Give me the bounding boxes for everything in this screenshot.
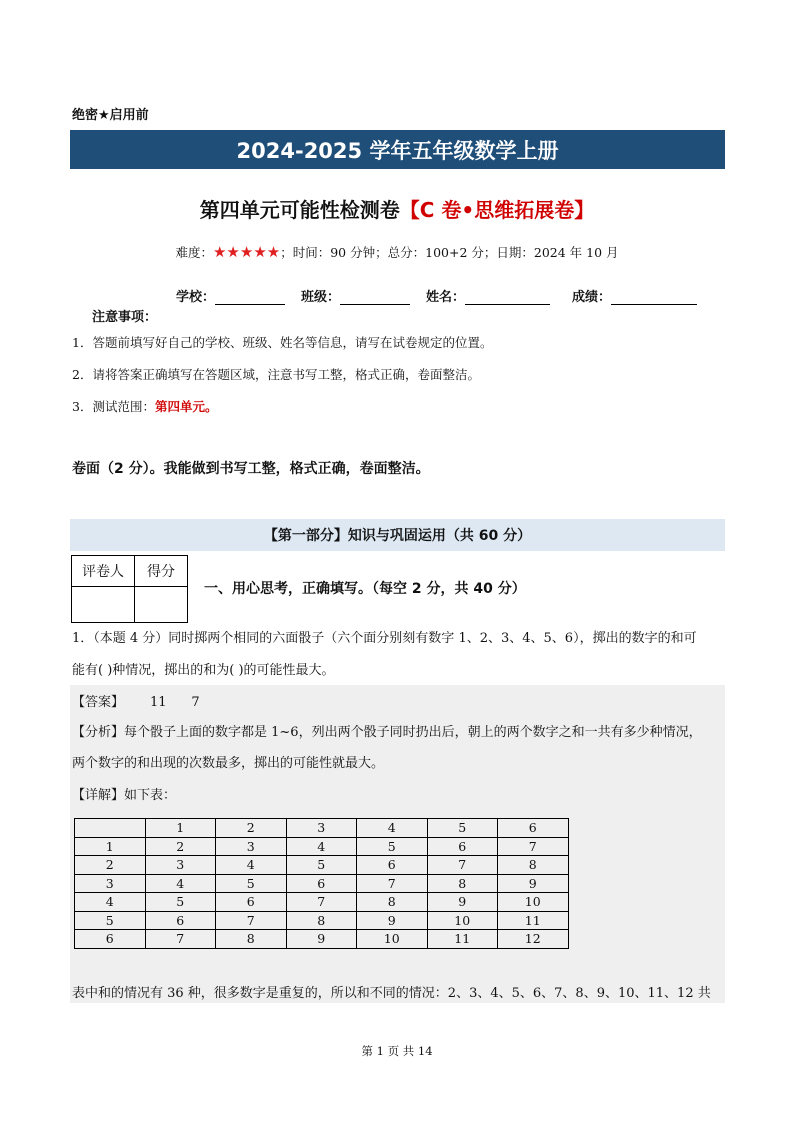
table-row [75, 837, 569, 856]
table-cell: 5 [75, 911, 146, 930]
reviewer-cell[interactable] [72, 587, 135, 623]
grade-banner: 2024-2025 学年五年级数学上册 [70, 130, 725, 169]
table-cell: 6 [286, 874, 357, 893]
table-cell: 2 [145, 837, 216, 856]
name-field[interactable] [426, 286, 550, 305]
score-blank[interactable] [611, 290, 697, 305]
school-field[interactable] [176, 286, 285, 305]
student-info-fields [176, 286, 697, 305]
dice-sum-table [74, 818, 569, 949]
table-cell: 5 [286, 856, 357, 875]
table-cell: 6 [498, 819, 569, 838]
summary-line: 表中和的情况有 36 种，很多数字是重复的，所以和不同的情况：2、3、4、5、6、7、8、9、10、11、12 共 [72, 986, 711, 1001]
table-cell: 3 [216, 837, 287, 856]
table-row [75, 930, 569, 949]
table-cell: 1 [145, 819, 216, 838]
exam-title-variant: 【C 卷•思维拓展卷】 [399, 198, 595, 222]
table-cell: 4 [286, 837, 357, 856]
detail-line: 【详解】如下表： [72, 788, 177, 803]
table-cell: 6 [357, 856, 428, 875]
table-cell: 4 [145, 874, 216, 893]
table-row [75, 911, 569, 930]
table-cell: 8 [427, 874, 498, 893]
table-cell: 11 [498, 911, 569, 930]
analysis-line-1: 【分析】每个骰子上面的数字都是 1~6，列出两个骰子同时扔出后，朝上的两个数字之和一共有多少种情况， [72, 725, 702, 740]
answer-label: 【答案】 [72, 695, 125, 710]
notice-item-3-prefix: 3．测试范围： [72, 399, 155, 414]
table-cell: 5 [427, 819, 498, 838]
section-one-title: 一、用心思考，正确填写。（每空 2 分，共 40 分） [204, 581, 526, 597]
table-cell: 4 [75, 893, 146, 912]
table-cell: 6 [145, 911, 216, 930]
table-cell: 9 [357, 911, 428, 930]
class-label: 班级： [301, 290, 341, 305]
table-cell: 4 [216, 856, 287, 875]
score-field[interactable] [572, 286, 697, 305]
table-cell: 7 [357, 874, 428, 893]
notice-title: 注意事项： [92, 310, 158, 325]
table-cell: 10 [357, 930, 428, 949]
score-table [71, 555, 188, 623]
table-cell: 10 [498, 893, 569, 912]
table-row [75, 874, 569, 893]
table-cell: 5 [357, 837, 428, 856]
question-1-line-1: 1．（本题 4 分）同时掷两个相同的六面骰子（六个面分别刻有数字 1、2、3、4、5、6），掷出的数字的和可 [72, 631, 697, 646]
difficulty-stars: ★★★★★ [212, 243, 281, 261]
table-cell: 3 [75, 874, 146, 893]
school-blank[interactable] [215, 290, 285, 305]
table-cell: 7 [145, 930, 216, 949]
answer-values: 11 7 [150, 695, 200, 710]
table-cell: 11 [427, 930, 498, 949]
table-cell: 8 [498, 856, 569, 875]
reviewer-header: 评卷人 [72, 556, 135, 587]
table-row [75, 893, 569, 912]
notice-item-3 [72, 397, 217, 415]
table-cell: 7 [216, 911, 287, 930]
table-cell: 5 [145, 893, 216, 912]
class-field[interactable] [301, 286, 410, 305]
notice-item-1: 1．答题前填写好自己的学校、班级、姓名等信息，请写在试卷规定的位置。 [72, 335, 493, 350]
table-cell: 8 [286, 911, 357, 930]
difficulty-label: 难度： [175, 245, 213, 260]
table-cell [75, 819, 146, 838]
table-header-row [75, 819, 569, 838]
neatness-statement: 卷面（2 分）。我能做到书写工整，格式正确，卷面整洁。 [72, 461, 430, 477]
table-cell: 9 [427, 893, 498, 912]
table-cell: 8 [357, 893, 428, 912]
table-cell: 10 [427, 911, 498, 930]
table-cell: 2 [216, 819, 287, 838]
question-1-line-2: 能有( )种情况，掷出的和为( )的可能性最大。 [72, 663, 335, 678]
page-footer: 第 1 页 共 14 [361, 1044, 433, 1058]
class-blank[interactable] [340, 290, 410, 305]
exam-title-main: 第四单元可能性检测卷 [199, 198, 400, 222]
table-cell: 1 [75, 837, 146, 856]
exam-title [0, 194, 794, 223]
name-blank[interactable] [465, 290, 550, 305]
score-label: 成绩： [572, 290, 612, 305]
score-header: 得分 [135, 556, 188, 587]
table-cell: 7 [286, 893, 357, 912]
table-cell: 5 [216, 874, 287, 893]
table-cell: 6 [75, 930, 146, 949]
part-one-header: 【第一部分】知识与巩固运用（共 60 分） [70, 519, 725, 551]
exam-meta [0, 243, 794, 261]
table-cell: 3 [286, 819, 357, 838]
name-label: 姓名： [426, 290, 466, 305]
table-cell: 3 [145, 856, 216, 875]
analysis-line-2: 两个数字的和出现的次数最多，掷出的可能性就最大。 [72, 756, 385, 771]
school-label: 学校： [176, 290, 216, 305]
answer-line [72, 691, 200, 710]
table-cell: 7 [498, 837, 569, 856]
table-cell: 7 [427, 856, 498, 875]
table-row [75, 856, 569, 875]
table-cell: 4 [357, 819, 428, 838]
table-cell: 12 [498, 930, 569, 949]
score-cell[interactable] [135, 587, 188, 623]
notice-item-2: 2．请将答案正确填写在答题区域，注意书写工整，格式正确，卷面整洁。 [72, 367, 480, 382]
notice-item-3-scope: 第四单元。 [154, 399, 218, 414]
exam-meta-details: ；时间：90 分钟；总分：100+2 分；日期：2024 年 10 月 [280, 245, 619, 260]
confidential-label: 绝密★启用前 [72, 108, 149, 123]
table-cell: 6 [216, 893, 287, 912]
table-cell: 9 [286, 930, 357, 949]
table-cell: 9 [498, 874, 569, 893]
table-cell: 2 [75, 856, 146, 875]
table-cell: 6 [427, 837, 498, 856]
table-cell: 8 [216, 930, 287, 949]
